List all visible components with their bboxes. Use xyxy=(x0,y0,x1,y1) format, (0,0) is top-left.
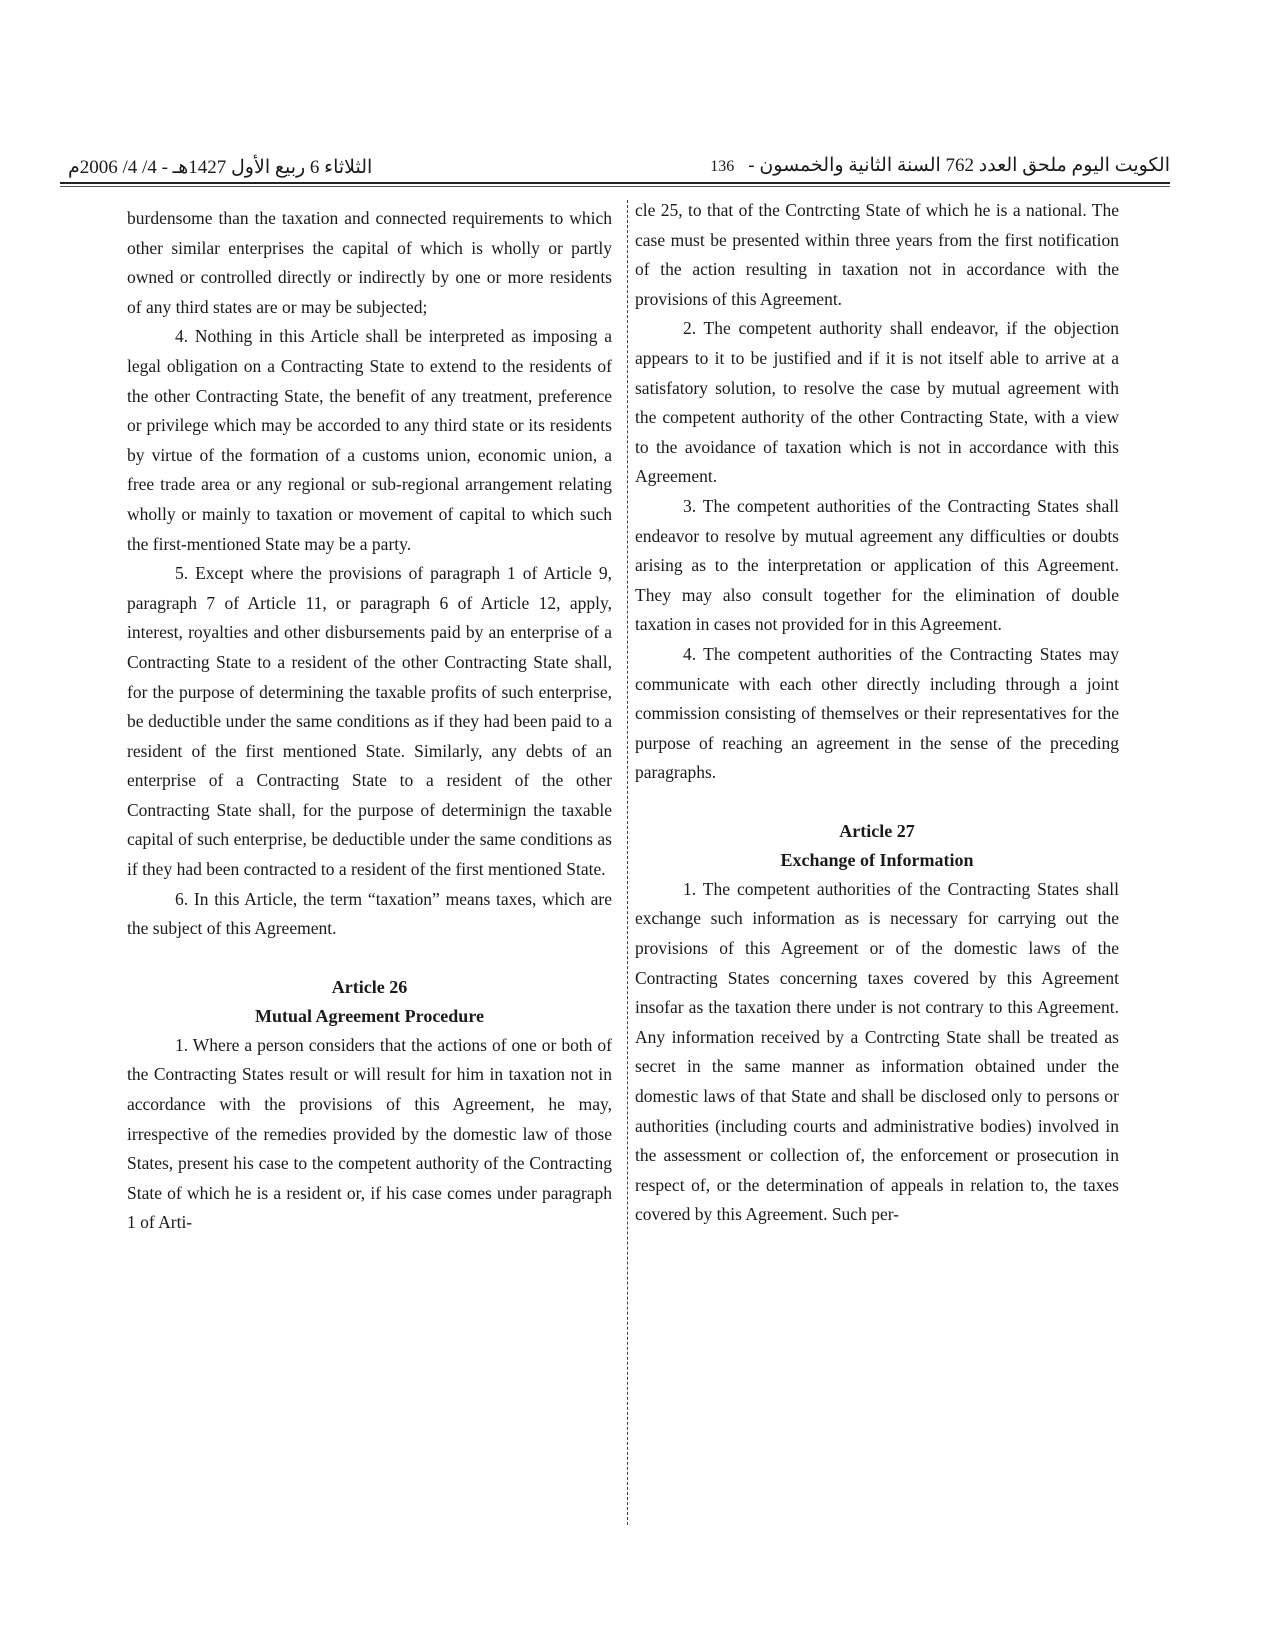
column-divider xyxy=(627,200,628,1525)
right-column xyxy=(635,196,1119,1230)
header-rule xyxy=(60,182,1170,184)
paragraph: burdensome than the taxation and connected requirements to which other similar enterprises the capital of which is wholly or partly owned or controlled directly or indirectly by one or more residents of any third states are or may be subjected; xyxy=(127,208,612,317)
header-publication xyxy=(696,154,1170,177)
header-date: الثلاثاء 6 ربيع الأول 1427هـ - 4/ 4/ 2006م xyxy=(68,157,373,178)
header-rule-thin xyxy=(60,186,1170,187)
header-publication-title: الكويت اليوم ملحق العدد 762 السنة الثانية والخمسون - xyxy=(748,155,1170,176)
article-27-subtitle: Exchange of Information xyxy=(780,849,974,870)
paragraph: cle 25, to that of the Contrcting State of which he is a national. The case must be presented within three years from the first notification of the action resulting in taxation not in accordance with the provisions of this Agreement. xyxy=(635,200,1119,309)
paragraph: 5. Except where the provisions of paragraph 1 of Article 9, paragraph 7 of Article 11, or paragraph 6 of Article 12, apply, interest, royalties and other disbursements paid by an enterprise of a Contracting State to a resident of the other Contracting State shall, for the purpose of determining the taxable profits of such enterprise, be deductible under the same conditions as if they had been paid to a resident of the first mentioned State. Similarly, any debts of an enterprise of a Contracting State to a resident of the other Contracting State shall, for the purpose of determinign the taxable capital of such enterprise, be deductible under the same conditions as if they had been contracted to a resident of the first mentioned State. xyxy=(127,563,612,880)
paragraph: 6. In this Article, the term “taxation” means taxes, which are the subject of this Agreement. xyxy=(127,888,612,939)
page-header xyxy=(60,150,1170,184)
left-column xyxy=(127,204,612,1238)
paragraph: 4. The competent authorities of the Contracting States may communicate with each other directly including through a joint commission consisting of themselves or their representatives for the purpose of reaching an agreement in the sense of the preceding paragraphs. xyxy=(635,643,1119,783)
paragraph: 1. Where a person considers that the actions of one or both of the Contracting States result or will result for him in taxation not in accordance with the provisions of this Agreement, he may, irrespective of the remedies provided by the domestic law of those States, present his case to the competent authority of the Contracting State of which he is a resident or, if his case comes under paragraph 1 of Arti- xyxy=(127,1034,612,1233)
article-26-subtitle: Mutual Agreement Procedure xyxy=(255,1005,484,1026)
paragraph: 1. The competent authorities of the Contracting States shall exchange such information as is necessary for carrying out the provisions of this Agreement or of the domestic laws of the Contracting States concerning taxes covered by this Agreement insofar as the taxation there under is not contrary to this Agreement. Any information received by a Contrcting State shall be treated as secret in the same manner as information obtained under the domestic laws of that State and shall be disclosed only to persons or authorities (including courts and administrative bodies) involved in the assessment or collection of, the enforcement or prosecution in respect of, or the determination of appeals in relation to, the taxes covered by this Agreement. Such per- xyxy=(635,878,1119,1225)
paragraph: 4. Nothing in this Article shall be interpreted as imposing a legal obligation on a Contracting State to extend to the residents of the other Contracting State, the benefit of any treatment, preference or privilege which may be accorded to any third state or its residents by virtue of the formation of a customs union, economic union, a free trade area or any regional or sub-regional arrangement relating wholly or mainly to taxation or movement of capital to which such the first-mentioned State may be a party. xyxy=(127,326,612,554)
paragraph: 3. The competent authorities of the Contracting States shall endeavor to resolve by mutual agreement any difficulties or doubts arising as to the interpretation or application of this Agreement. They may also consult together for the elimination of double taxation in cases not provided for in this Agreement. xyxy=(635,495,1119,635)
paragraph: 2. The competent authority shall endeavor, if the objection appears to it to be justified and if it is not itself able to arrive at a satisfatory solution, to resolve the case by mutual agreement with the competent authority of the other Contracting State, with a view to the avoidance of taxation which is not in accordance with this Agreement. xyxy=(635,318,1119,487)
page-number: 136 xyxy=(710,158,735,175)
article-26-title: Article 26 xyxy=(331,976,408,997)
article-27-title: Article 27 xyxy=(839,820,915,841)
